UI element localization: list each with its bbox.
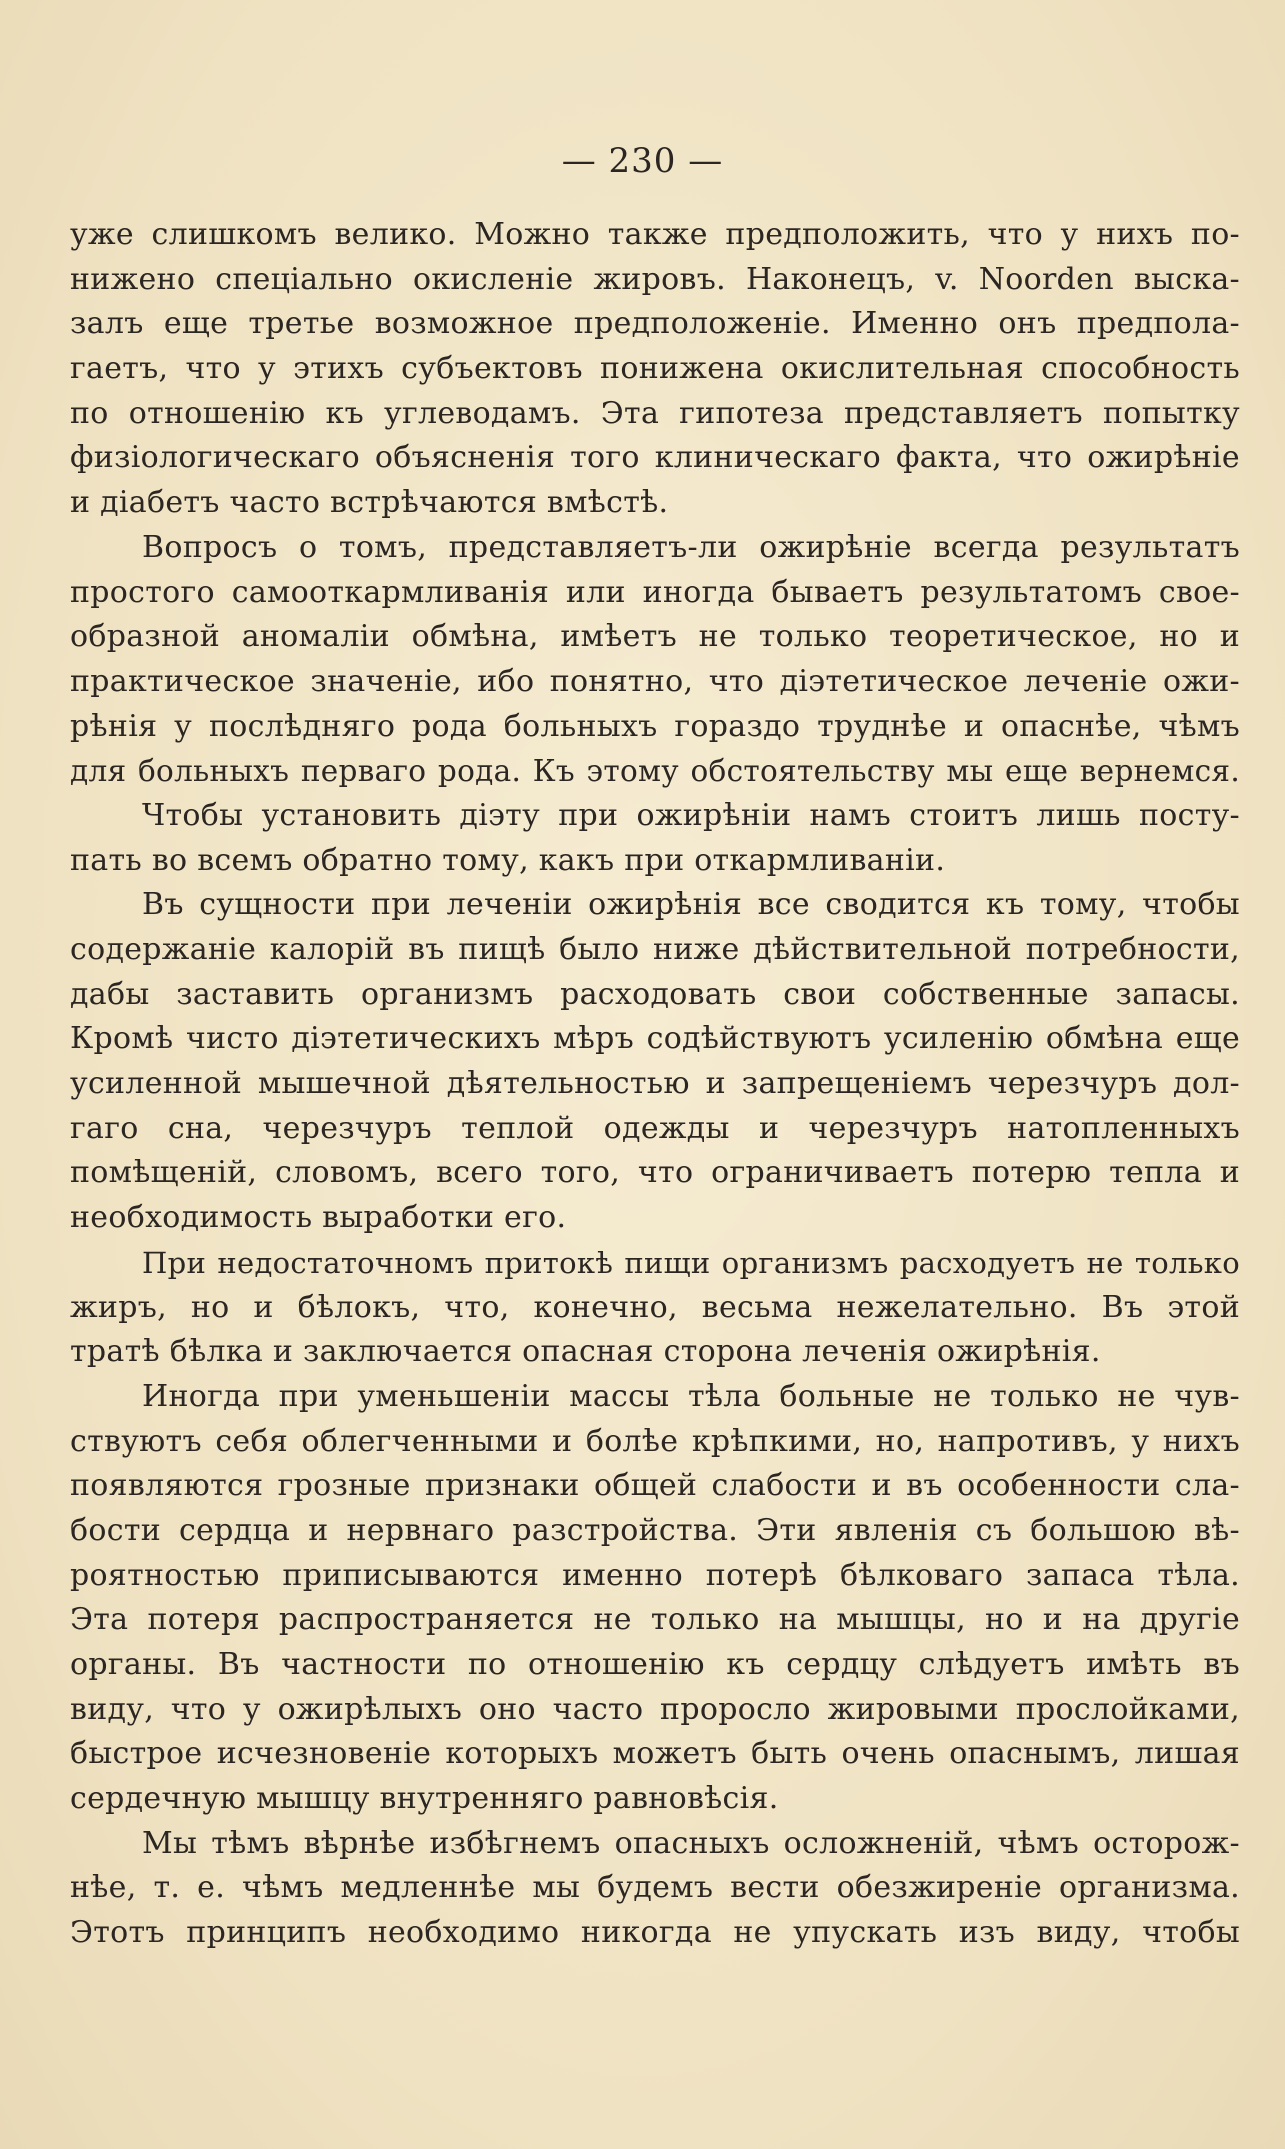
text-line: жиръ, но и бѣлокъ, что, конечно, весьма нежелательно. Въ этой [70, 1289, 1240, 1325]
text-line: уже слишкомъ велико. Можно также предположить, что у нихъ по- [70, 217, 1240, 252]
text-line: Этотъ принципъ необходимо никогда не упускать изъ виду, чтобы [70, 1915, 1240, 1951]
text-line: Кромѣ чисто діэтетическихъ мѣръ содѣйствуютъ усиленію обмѣна еще [70, 1021, 1240, 1057]
text-line: быстрое исчезновеніе которыхъ можетъ быть очень опаснымъ, лишая [70, 1736, 1240, 1772]
text-line: простого самооткармливанія или иногда бываетъ результатомъ свое- [70, 574, 1240, 610]
text-line: гаетъ, что у этихъ субъектовъ понижена окислительная способность [70, 351, 1240, 387]
text-line: виду, что у ожирѣлыхъ оно часто проросло жировыми прослойками, [70, 1691, 1240, 1727]
text-line: органы. Въ частности по отношенію къ сердцу слѣдуетъ имѣть въ [70, 1647, 1240, 1682]
text-line: Въ сущности при леченіи ожирѣнія все сводится къ тому, чтобы [142, 887, 1240, 923]
text-line: практическое значеніе, ибо понятно, что діэтетическое леченіе ожи- [70, 663, 1240, 699]
text-line: нижено спеціально окисленіе жировъ. Наконецъ, v. Noorden выска- [70, 261, 1240, 297]
text-line: залъ еще третье возможное предположеніе. Именно онъ предпола- [70, 306, 1240, 342]
text-line: и діабетъ часто встрѣчаются вмѣстѣ. [70, 485, 669, 521]
text-line: Эта потеря распространяется не только на мышцы, но и на другіе [70, 1602, 1240, 1638]
text-line: образной аномаліи обмѣна, имѣетъ не только теоретическое, но и [70, 619, 1240, 655]
text-line: Мы тѣмъ вѣрнѣе избѣгнемъ опасныхъ осложненій, чѣмъ осторож- [142, 1825, 1240, 1861]
text-line: сердечную мышцу внутренняго равновѣсія. [70, 1781, 779, 1817]
text-line: по отношенію къ углеводамъ. Эта гипотеза представляетъ попытку [70, 395, 1240, 431]
text-line: ствуютъ себя облегченными и болѣе крѣпкими, но, напротивъ, у нихъ [70, 1423, 1240, 1459]
text-line: При недостаточномъ притокѣ пищи организмъ расходуетъ не только [142, 1245, 1240, 1280]
text-line: рѣнія у послѣдняго рода больныхъ гораздо труднѣе и опаснѣе, чѣмъ [70, 708, 1240, 744]
text-line: физіологическаго объясненія того клиническаго факта, что ожирѣніе [70, 440, 1240, 476]
text-line: появляются грозные признаки общей слабости и въ особенности сла- [70, 1468, 1240, 1504]
text-line: роятностью приписываются именно потерѣ бѣлковаго запаса тѣла. [70, 1557, 1240, 1593]
body-text [70, 213, 1240, 1956]
text-line: помѣщеній, словомъ, всего того, что ограничиваетъ потерю тепла и [70, 1155, 1240, 1191]
text-line: необходимость выработки его. [70, 1200, 567, 1236]
page-number: — 230 — [561, 141, 724, 181]
text-line: усиленной мышечной дѣятельностью и запрещеніемъ черезчуръ дол- [70, 1066, 1240, 1102]
text-line: Чтобы установить діэту при ожирѣніи намъ стоитъ лишь посту- [142, 797, 1240, 833]
text-line: дабы заставить организмъ расходовать свои собственные запасы. [70, 976, 1240, 1012]
text-line: бости сердца и нервнаго разстройства. Эти явленія съ большою вѣ- [70, 1512, 1240, 1548]
text-line: нѣе, т. е. чѣмъ медленнѣе мы будемъ вести обезжиреніе организма. [70, 1870, 1240, 1906]
text-line: пать во всемъ обратно тому, какъ при откармливаніи. [70, 842, 946, 878]
text-line: гаго сна, черезчуръ теплой одежды и черезчуръ натопленныхъ [70, 1110, 1240, 1146]
text-line: содержаніе калорій въ пищѣ было ниже дѣйствительной потребности, [70, 932, 1240, 967]
text-line: тратѣ бѣлка и заключается опасная сторона леченія ожирѣнія. [70, 1334, 1101, 1370]
text-line: Иногда при уменьшеніи массы тѣла больные не только не чув- [142, 1378, 1240, 1414]
text-line: для больныхъ перваго рода. Къ этому обстоятельству мы еще вернемся. [70, 754, 1240, 789]
text-line: Вопросъ о томъ, представляетъ-ли ожирѣніе всегда результатъ [142, 529, 1240, 565]
